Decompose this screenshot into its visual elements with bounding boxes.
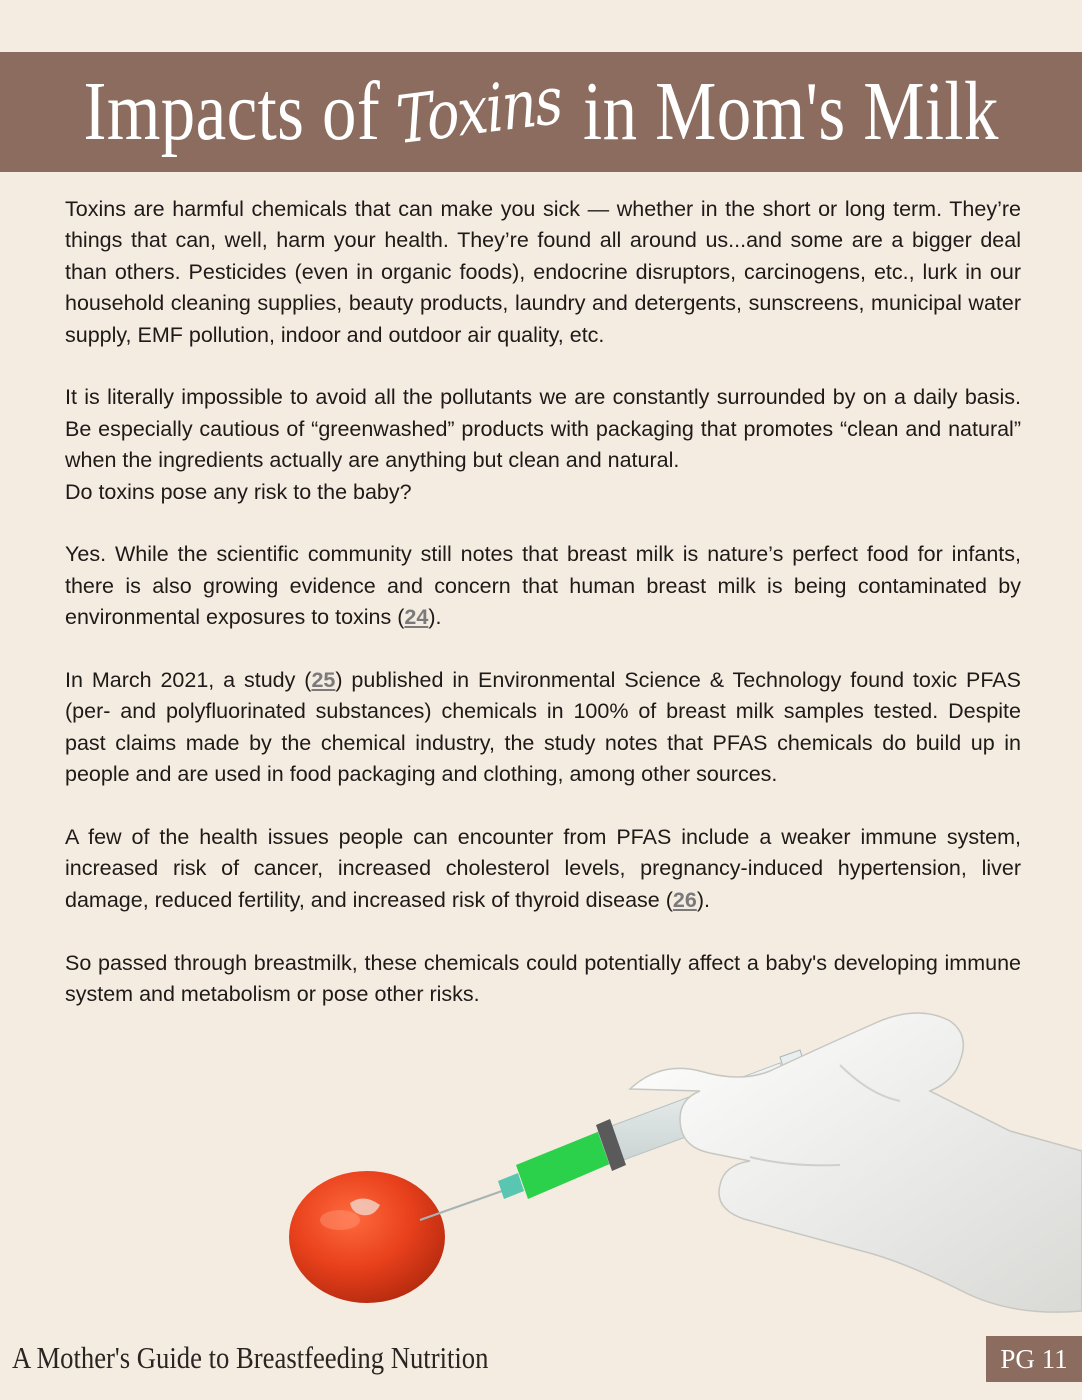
title-script-word: Toxins — [393, 61, 564, 160]
reference-link-26[interactable]: 26 — [672, 887, 697, 912]
page-number-badge: PG 11 — [986, 1336, 1082, 1382]
paragraph-health-text: A few of the health issues people can encounter from PFAS include a weaker immune system, increased risk of cancer, increased cholesterol levels, pregnancy-induced hypertension, liver damage, reduced fertility, and increased risk of thyroid disease ( — [65, 825, 1021, 912]
paragraph-health-end: ). — [696, 887, 710, 912]
paragraph-study-start: In March 2021, a study ( — [65, 668, 312, 693]
paragraph-study-text: ) published in Environmental Science & Technology found toxic PFAS (per- and polyfluorinated substances) chemicals in 100% of breast milk samples tested. Despite past claims made by the chemical industry, the study notes that PFAS chemicals do build up in people and are used in food packaging and clothing, among other sources. — [65, 668, 1021, 787]
paragraph-pollutants: It is literally impossible to avoid all the pollutants we are constantly surrounded by on a daily basis. Be especially cautious of “greenwashed” products with packaging that promotes “clean and natural” when the ingredients actually are anything but clean and natural. — [65, 385, 1021, 473]
gloved-hand-icon — [630, 1013, 1082, 1312]
paragraph-risk-text: Yes. While the scientific community still notes that breast milk is nature’s perfect food for infants, there is also growing evidence and concern that human breast milk is being contaminated by environmental exposures to toxins ( — [65, 542, 1021, 630]
paragraph-intro: Toxins are harmful chemicals that can make you sick — whether in the short or long term. They’re things that can, well, harm your health. They’re found all around us...and some are a bigger deal than others. Pesticides (even in organic foods), endocrine disruptors, carcinogens, etc., lurk in our household cleaning supplies, beauty products, laundry and detergents, sunscreens, municipal water supply, EMF pollution, indoor and outdoor air quality, etc. — [65, 197, 1021, 347]
paragraph-study — [65, 665, 1021, 791]
title-part-1: Impacts of — [83, 65, 381, 158]
page-title — [83, 61, 999, 160]
title-banner — [0, 52, 1082, 172]
paragraph-health-issues — [65, 822, 1021, 916]
tomato-icon — [289, 1171, 445, 1303]
paragraph-risk-end: ). — [428, 605, 442, 630]
title-part-2: in Mom's Milk — [582, 65, 999, 158]
book-title: A Mother's Guide to Breastfeeding Nutrition — [12, 1340, 489, 1375]
article-body — [65, 194, 1021, 1042]
reference-link-25[interactable]: 25 — [311, 668, 336, 693]
reference-link-24[interactable]: 24 — [404, 605, 429, 630]
paragraph-conclusion: So passed through breastmilk, these chemicals could potentially affect a baby's developing immune system and metabolism or pose other risks. — [65, 950, 1021, 1007]
syringe-tomato-illustration — [280, 1005, 1082, 1315]
paragraph-risk — [65, 539, 1021, 633]
paragraph-question: Do toxins pose any risk to the baby? — [65, 479, 412, 504]
